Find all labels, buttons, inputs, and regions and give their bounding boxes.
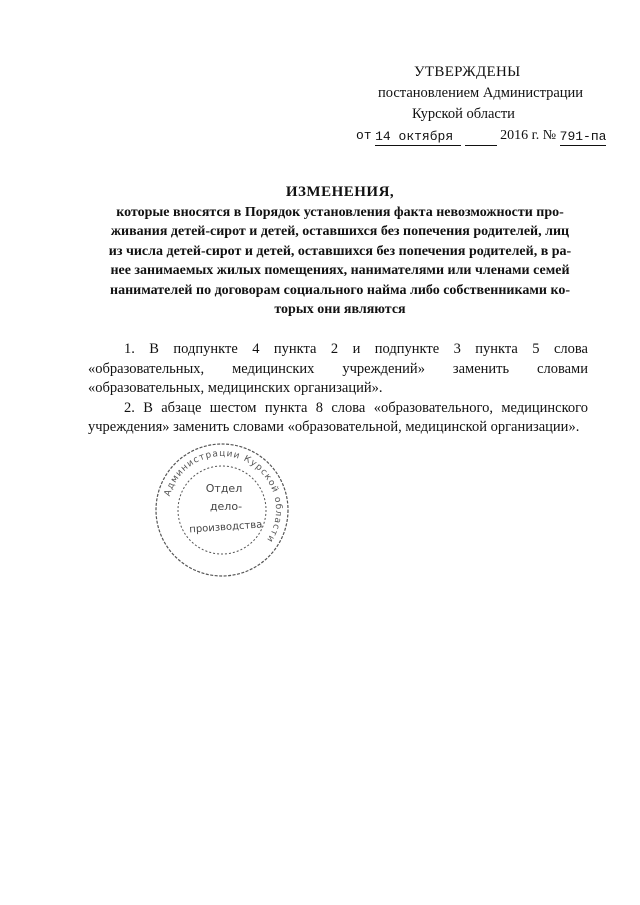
heading-line: которые вносятся в Порядок установления факта невозможности про- bbox=[116, 204, 564, 220]
office-stamp bbox=[152, 440, 292, 580]
heading-line: торых они являются bbox=[274, 302, 406, 317]
date-prefix: от bbox=[356, 128, 372, 143]
document-number: 791-па bbox=[559, 129, 607, 144]
approval-title: УТВЕРЖДЕНЫ bbox=[414, 64, 521, 80]
heading-line: нее занимаемых жилых помещениях, нанимателями или членами семей bbox=[110, 263, 570, 278]
heading-line: живания детей-сирот и детей, оставшихся без попечения родителей, лиц bbox=[110, 224, 570, 239]
approval-block bbox=[356, 62, 626, 146]
approval-region: Курской области bbox=[412, 106, 515, 122]
stamp-center-line: дело- bbox=[209, 500, 243, 513]
year-text: 2016 г. № bbox=[500, 128, 557, 143]
approval-issuer: постановлением Администрации bbox=[378, 85, 584, 101]
amendment-item-2: 2. В абзаце шестом пункта 8 слова «образовательного, медицинского учреждения» заменить словами «образовательной, медицинской организации». bbox=[88, 399, 588, 435]
approval-date-line bbox=[356, 125, 626, 146]
heading-title: ИЗМЕНЕНИЯ, bbox=[285, 184, 395, 200]
stamp-ring-text: Администрации Курской области bbox=[162, 448, 284, 545]
document-heading bbox=[80, 183, 600, 320]
heading-line: из числа детей-сирот и детей, оставшихся без попечения родителей, в ра- bbox=[108, 243, 572, 259]
amendment-item-1: 1. В подпункте 4 пункта 2 и подпункте 3 пункта 5 слова «образовательных, медицинских учреждений» заменить словами «образовательных, медицинских организаций». bbox=[88, 341, 588, 396]
stamp-center-line: производства bbox=[188, 519, 263, 536]
document-body bbox=[88, 340, 588, 438]
stamp-seal bbox=[152, 440, 292, 580]
date-value: 14 октября bbox=[375, 129, 461, 146]
stamp-center-line: Отдел bbox=[205, 482, 243, 495]
date-blank bbox=[465, 145, 497, 146]
heading-line: нанимателей по договорам социального найма либо собственниками ко- bbox=[110, 282, 570, 298]
